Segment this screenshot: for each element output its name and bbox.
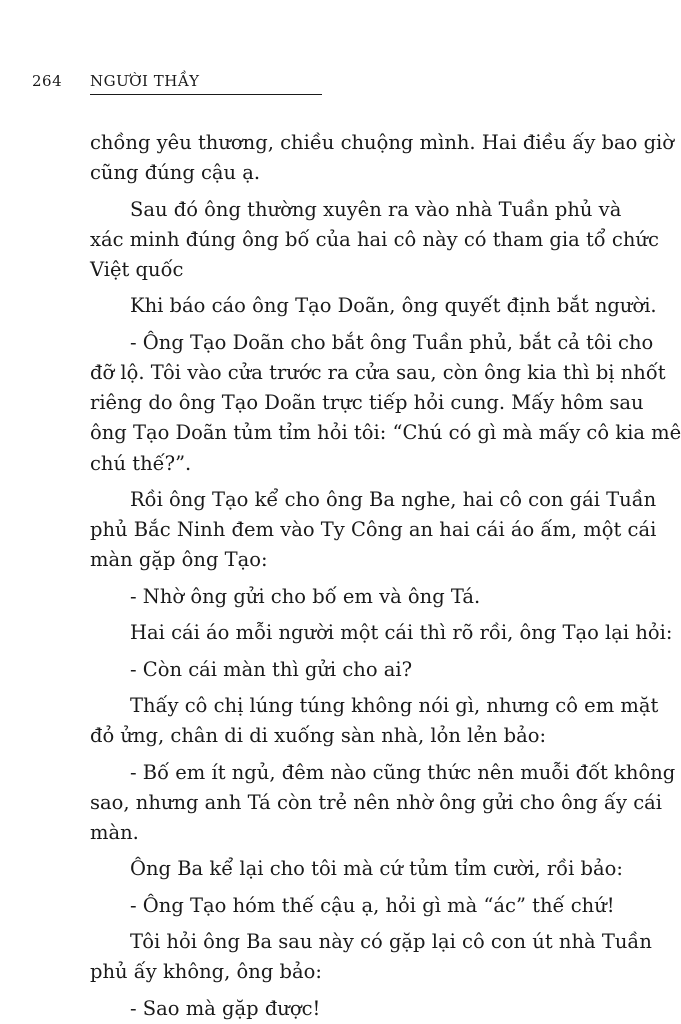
text-line: - Ông Tạo Doãn cho bắt ông Tuần phủ, bắt cả tôi cho [130, 330, 654, 354]
text-line: ông Tạo Doãn tủm tỉm hỏi tôi: “Chú có gì mà mấy cô kia mê [90, 421, 681, 445]
text-line: - Sao mà gặp được! [130, 996, 321, 1020]
text-line: Ông Ba kể lại cho tôi mà cứ tủm tỉm cười, rồi bảo: [130, 857, 623, 881]
running-title: NGƯỜI THẦY [90, 72, 200, 90]
text-line: sao, nhưng anh Tá còn trẻ nên nhờ ông gửi cho ông ấy cái [90, 790, 662, 814]
text-line: Việt quốc [90, 258, 184, 281]
text-line: phủ Bắc Ninh đem vào Ty Công an hai cái áo ấm, một cái [90, 518, 657, 542]
text-line: Tôi hỏi ông Ba sau này có gặp lại cô con út nhà Tuần [130, 930, 652, 954]
text-line: đỏ ửng, chân di di xuống sàn nhà, lỏn lẻn bảo: [90, 724, 547, 748]
text-line: phủ ấy không, ông bảo: [90, 960, 322, 984]
text-line: chồng yêu thương, chiều chuộng mình. Hai điều ấy bao giờ [90, 131, 675, 154]
text-line: đỡ lộ. Tôi vào cửa trước ra cửa sau, còn ông kia thì bị nhốt [90, 361, 666, 384]
text-line: Thấy cô chị lúng túng không nói gì, nhưng cô em mặt [130, 694, 659, 717]
page-header [32, 70, 322, 98]
text-line: xác minh đúng ông bố của hai cô này có tham gia tổ chức [90, 227, 659, 251]
header-rule [90, 94, 322, 95]
text-line: chú thế?”. [90, 451, 192, 475]
text-line: Hai cái áo mỗi người một cái thì rõ rồi, ông Tạo lại hỏi: [130, 621, 673, 645]
text-line: riêng do ông Tạo Doãn trực tiếp hỏi cung. Mấy hôm sau [90, 391, 644, 415]
text-line: màn. [90, 821, 139, 844]
text-line: Sau đó ông thường xuyên ra vào nhà Tuần phủ và [130, 197, 622, 221]
text-line: cũng đúng cậu ạ. [90, 161, 261, 185]
page-number: 264 [32, 72, 63, 90]
text-line: - Còn cái màn thì gửi cho ai? [130, 657, 413, 681]
text-line: - Bố em ít ngủ, đêm nào cũng thức nên muỗi đốt không [130, 760, 676, 784]
text-line: Rồi ông Tạo kể cho ông Ba nghe, hai cô con gái Tuần [130, 488, 657, 511]
text-line: - Nhờ ông gửi cho bố em và ông Tá. [130, 584, 481, 608]
text-line: - Ông Tạo hóm thế cậu ạ, hỏi gì mà “ác” thế chứ! [130, 893, 615, 917]
text-line: màn gặp ông Tạo: [90, 548, 268, 572]
text-line: Khi báo cáo ông Tạo Doãn, ông quyết định bắt người. [130, 294, 657, 318]
